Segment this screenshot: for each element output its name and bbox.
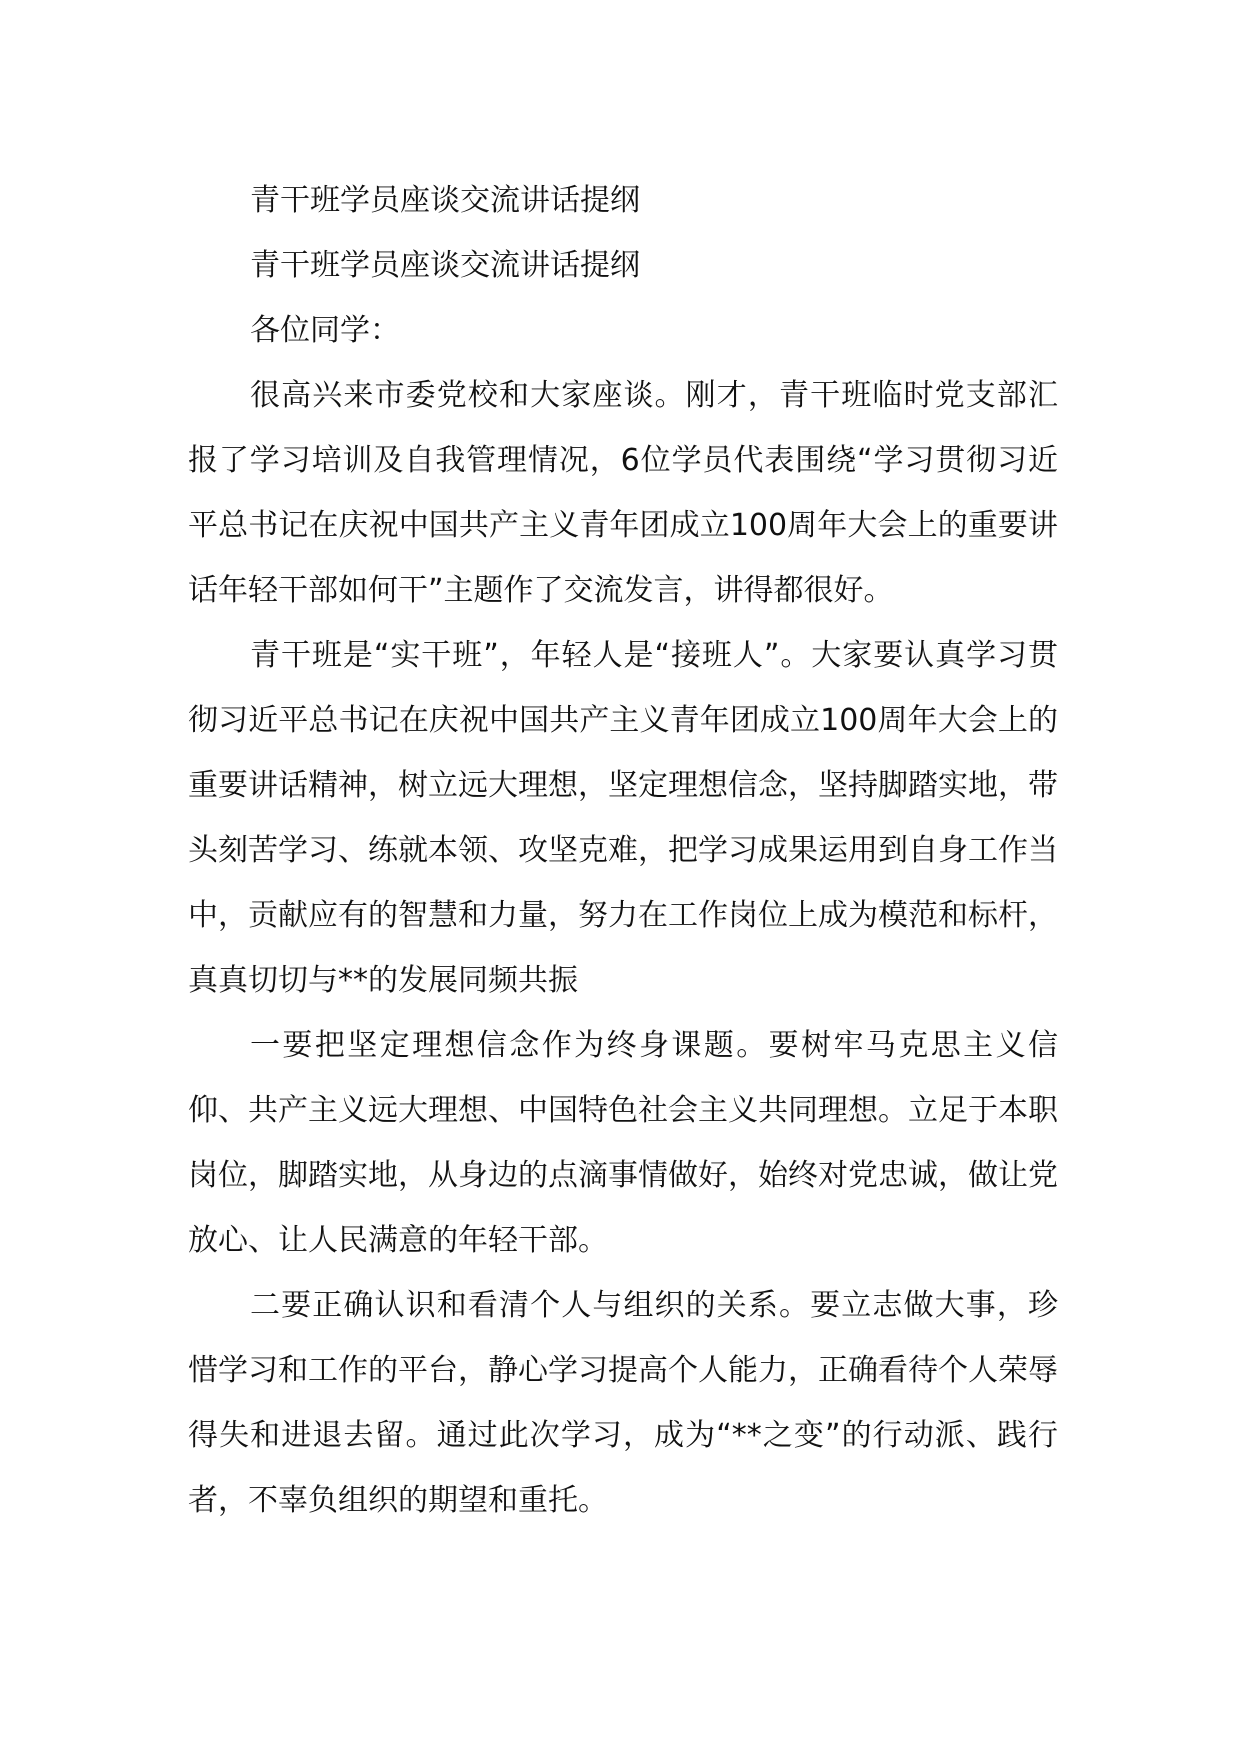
- document-title: 青干班学员座谈交流讲话提纲: [250, 183, 640, 218]
- paragraph-first-requirement: 一要把坚定理想信念作为终身课题。要树牢马克思主义信仰、共产主义远大理想、中国特色社会主义共同理想。立足于本职岗位，脚踏实地，从身边的点滴事情做好，始终对党忠诚，做让党放心、让人民满意的年轻干部。: [188, 1028, 1058, 1258]
- document-subtitle: 青干班学员座谈交流讲话提纲: [250, 248, 640, 283]
- paragraph-opening: 很高兴来市委党校和大家座谈。刚才，青干班临时党支部汇报了学习培训及自我管理情况，6位学员代表围绕“学习贯彻习近平总书记在庆祝中国共产主义青年团成立100周年大会上的重要讲话年轻干部如何干”主题作了交流发言，讲得都很好。: [188, 378, 1058, 608]
- paragraph-second-requirement: 二要正确认识和看清个人与组织的关系。要立志做大事，珍惜学习和工作的平台，静心学习提高个人能力，正确看待个人荣辱得失和进退去留。通过此次学习，成为“**之变”的行动派、践行者，不辜负组织的期望和重托。: [188, 1288, 1058, 1518]
- salutation: 各位同学：: [250, 313, 400, 348]
- paragraph-main-point: 青干班是“实干班”，年轻人是“接班人”。大家要认真学习贯彻习近平总书记在庆祝中国共产主义青年团成立100周年大会上的重要讲话精神，树立远大理想，坚定理想信念，坚持脚踏实地，带头刻苦学习、练就本领、攻坚克难，把学习成果运用到自身工作当中，贡献应有的智慧和力量，努力在工作岗位上成为模范和标杆，真真切切与**的发展同频共振: [188, 638, 1058, 998]
- document-page: [188, 168, 1058, 1533]
